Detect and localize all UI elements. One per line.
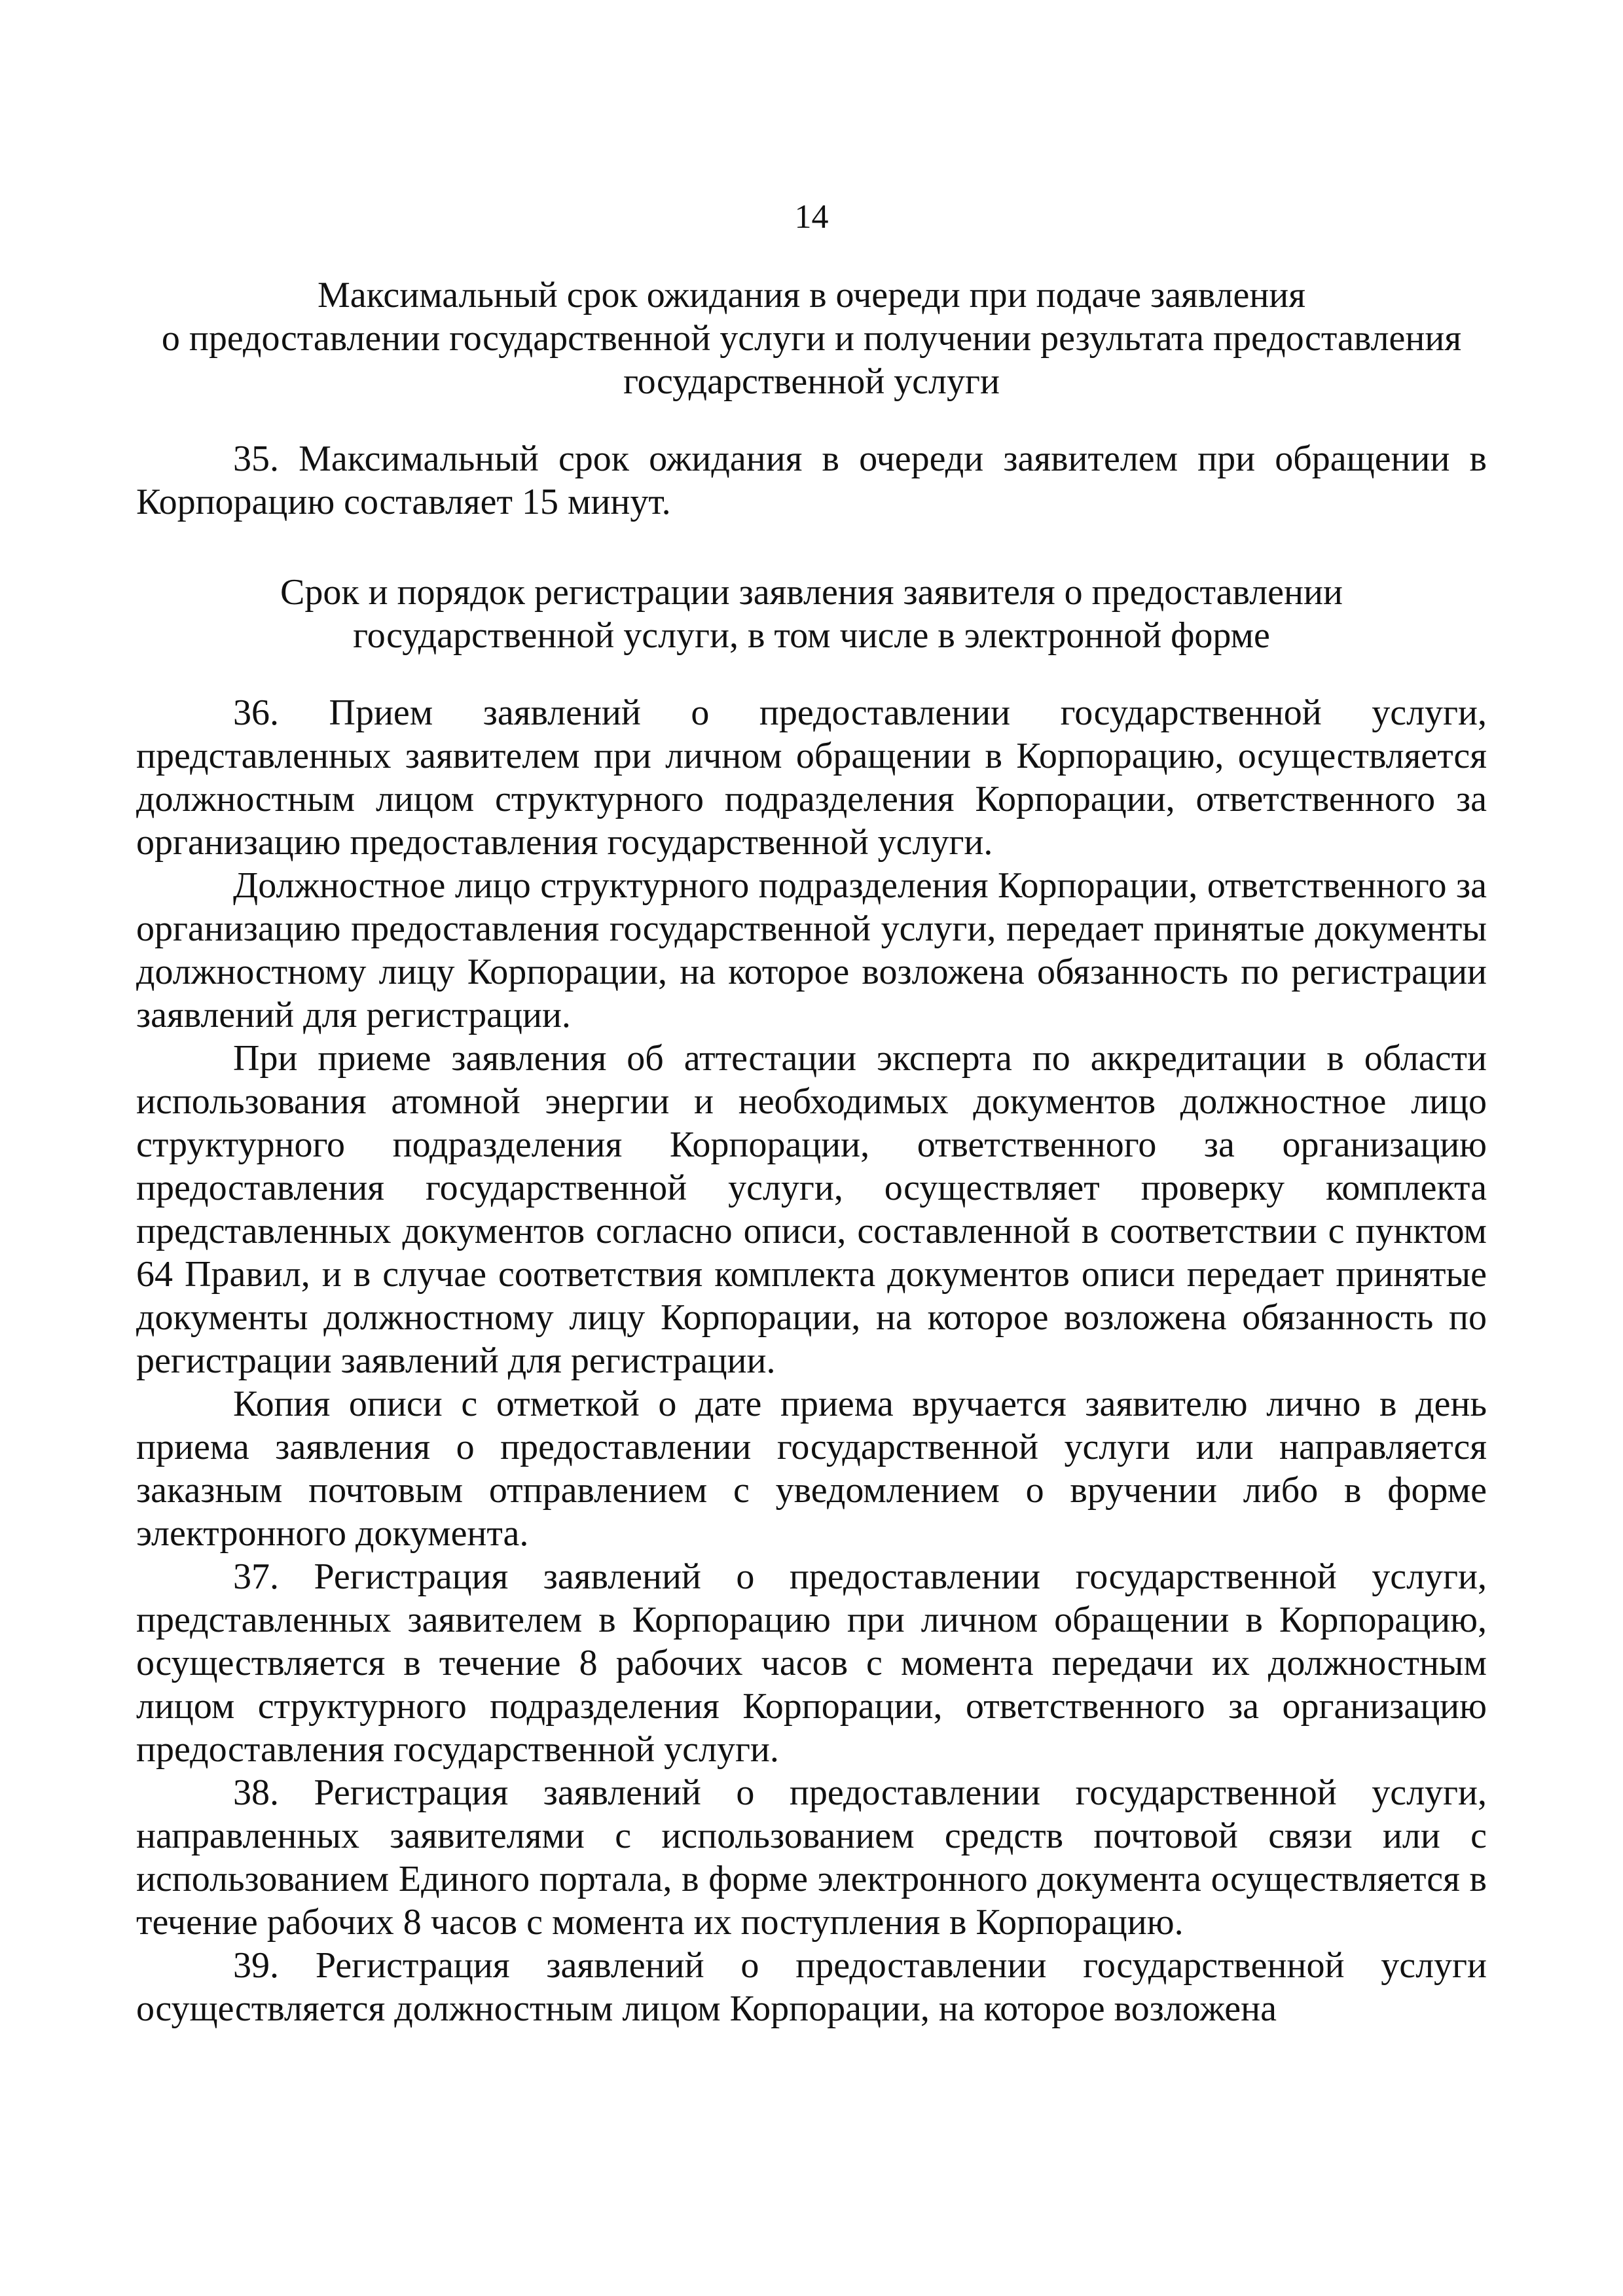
paragraph-38: 38. Регистрация заявлений о предоставлении государственной услуги, направленных заявителями с использованием средств почтовой связи или с использованием Единого портала, в форме электронного документа осуществляется в течение рабочих 8 часов с момента их поступления в Корпорацию. [136,1772,1487,1943]
page-number: 14 [794,198,829,236]
heading-line: о предоставлении государственной услуги и получении результата предоставления [161,318,1462,359]
heading-line: Срок и порядок регистрации заявления заявителя о предоставлении [280,572,1343,613]
heading-line: государственной услуги [623,361,1000,402]
section-heading-waiting-time [136,274,1487,403]
paragraph-35: 35. Максимальный срок ожидания в очереди заявителем при обращении в Корпорацию составляет 15 минут. [136,439,1487,522]
document-body [136,274,1487,2030]
heading-line: Максимальный срок ожидания в очереди при подаче заявления [317,275,1306,315]
paragraph-36: 36. Прием заявлений о предоставлении государственной услуги, представленных заявителем при личном обращении в Корпорацию, осуществляется должностным лицом структурного подразделения Корпорации, ответственного за организацию предоставления государственной услуги. [136,692,1487,863]
heading-line: государственной услуги, в том числе в электронной форме [353,615,1270,656]
section-heading-registration [136,571,1487,657]
paragraph-36-official: Должностное лицо структурного подразделения Корпорации, ответственного за организацию предоставления государственной услуги, передает принятые документы должностному лицу Корпорации, на которое возложена обязанность по регистрации заявлений для регистрации. [136,865,1487,1035]
paragraph-37: 37. Регистрация заявлений о предоставлении государственной услуги, представленных заявителем в Корпорацию при личном обращении в Корпорацию, осуществляется в течение 8 рабочих часов с момента передачи их должностным лицом структурного подразделения Корпорации, ответственного за организацию предоставления государственной услуги. [136,1556,1487,1770]
paragraph-36-inventory-copy: Копия описи с отметкой о дате приема вручается заявителю лично в день приема заявления о предоставлении государственной услуги или направляется заказным почтовым отправлением с уведомлением о вручении либо в форме электронного документа. [136,1384,1487,1554]
paragraph-36-attestation: При приеме заявления об аттестации эксперта по аккредитации в области использования атомной энергии и необходимых документов должностное лицо структурного подразделения Корпорации, ответственного за организацию предоставления государственной услуги, осуществляет проверку комплекта представленных документов согласно описи, составленной в соответствии с пунктом 64 Правил, и в случае соответствия комплекта документов описи передает принятые документы должностному лицу Корпорации, на которое возложена обязанность по регистрации заявлений для регистрации. [136,1038,1487,1381]
paragraph-39: 39. Регистрация заявлений о предоставлении государственной услуги осуществляется должностным лицом Корпорации, на которое возложена [136,1945,1487,2029]
